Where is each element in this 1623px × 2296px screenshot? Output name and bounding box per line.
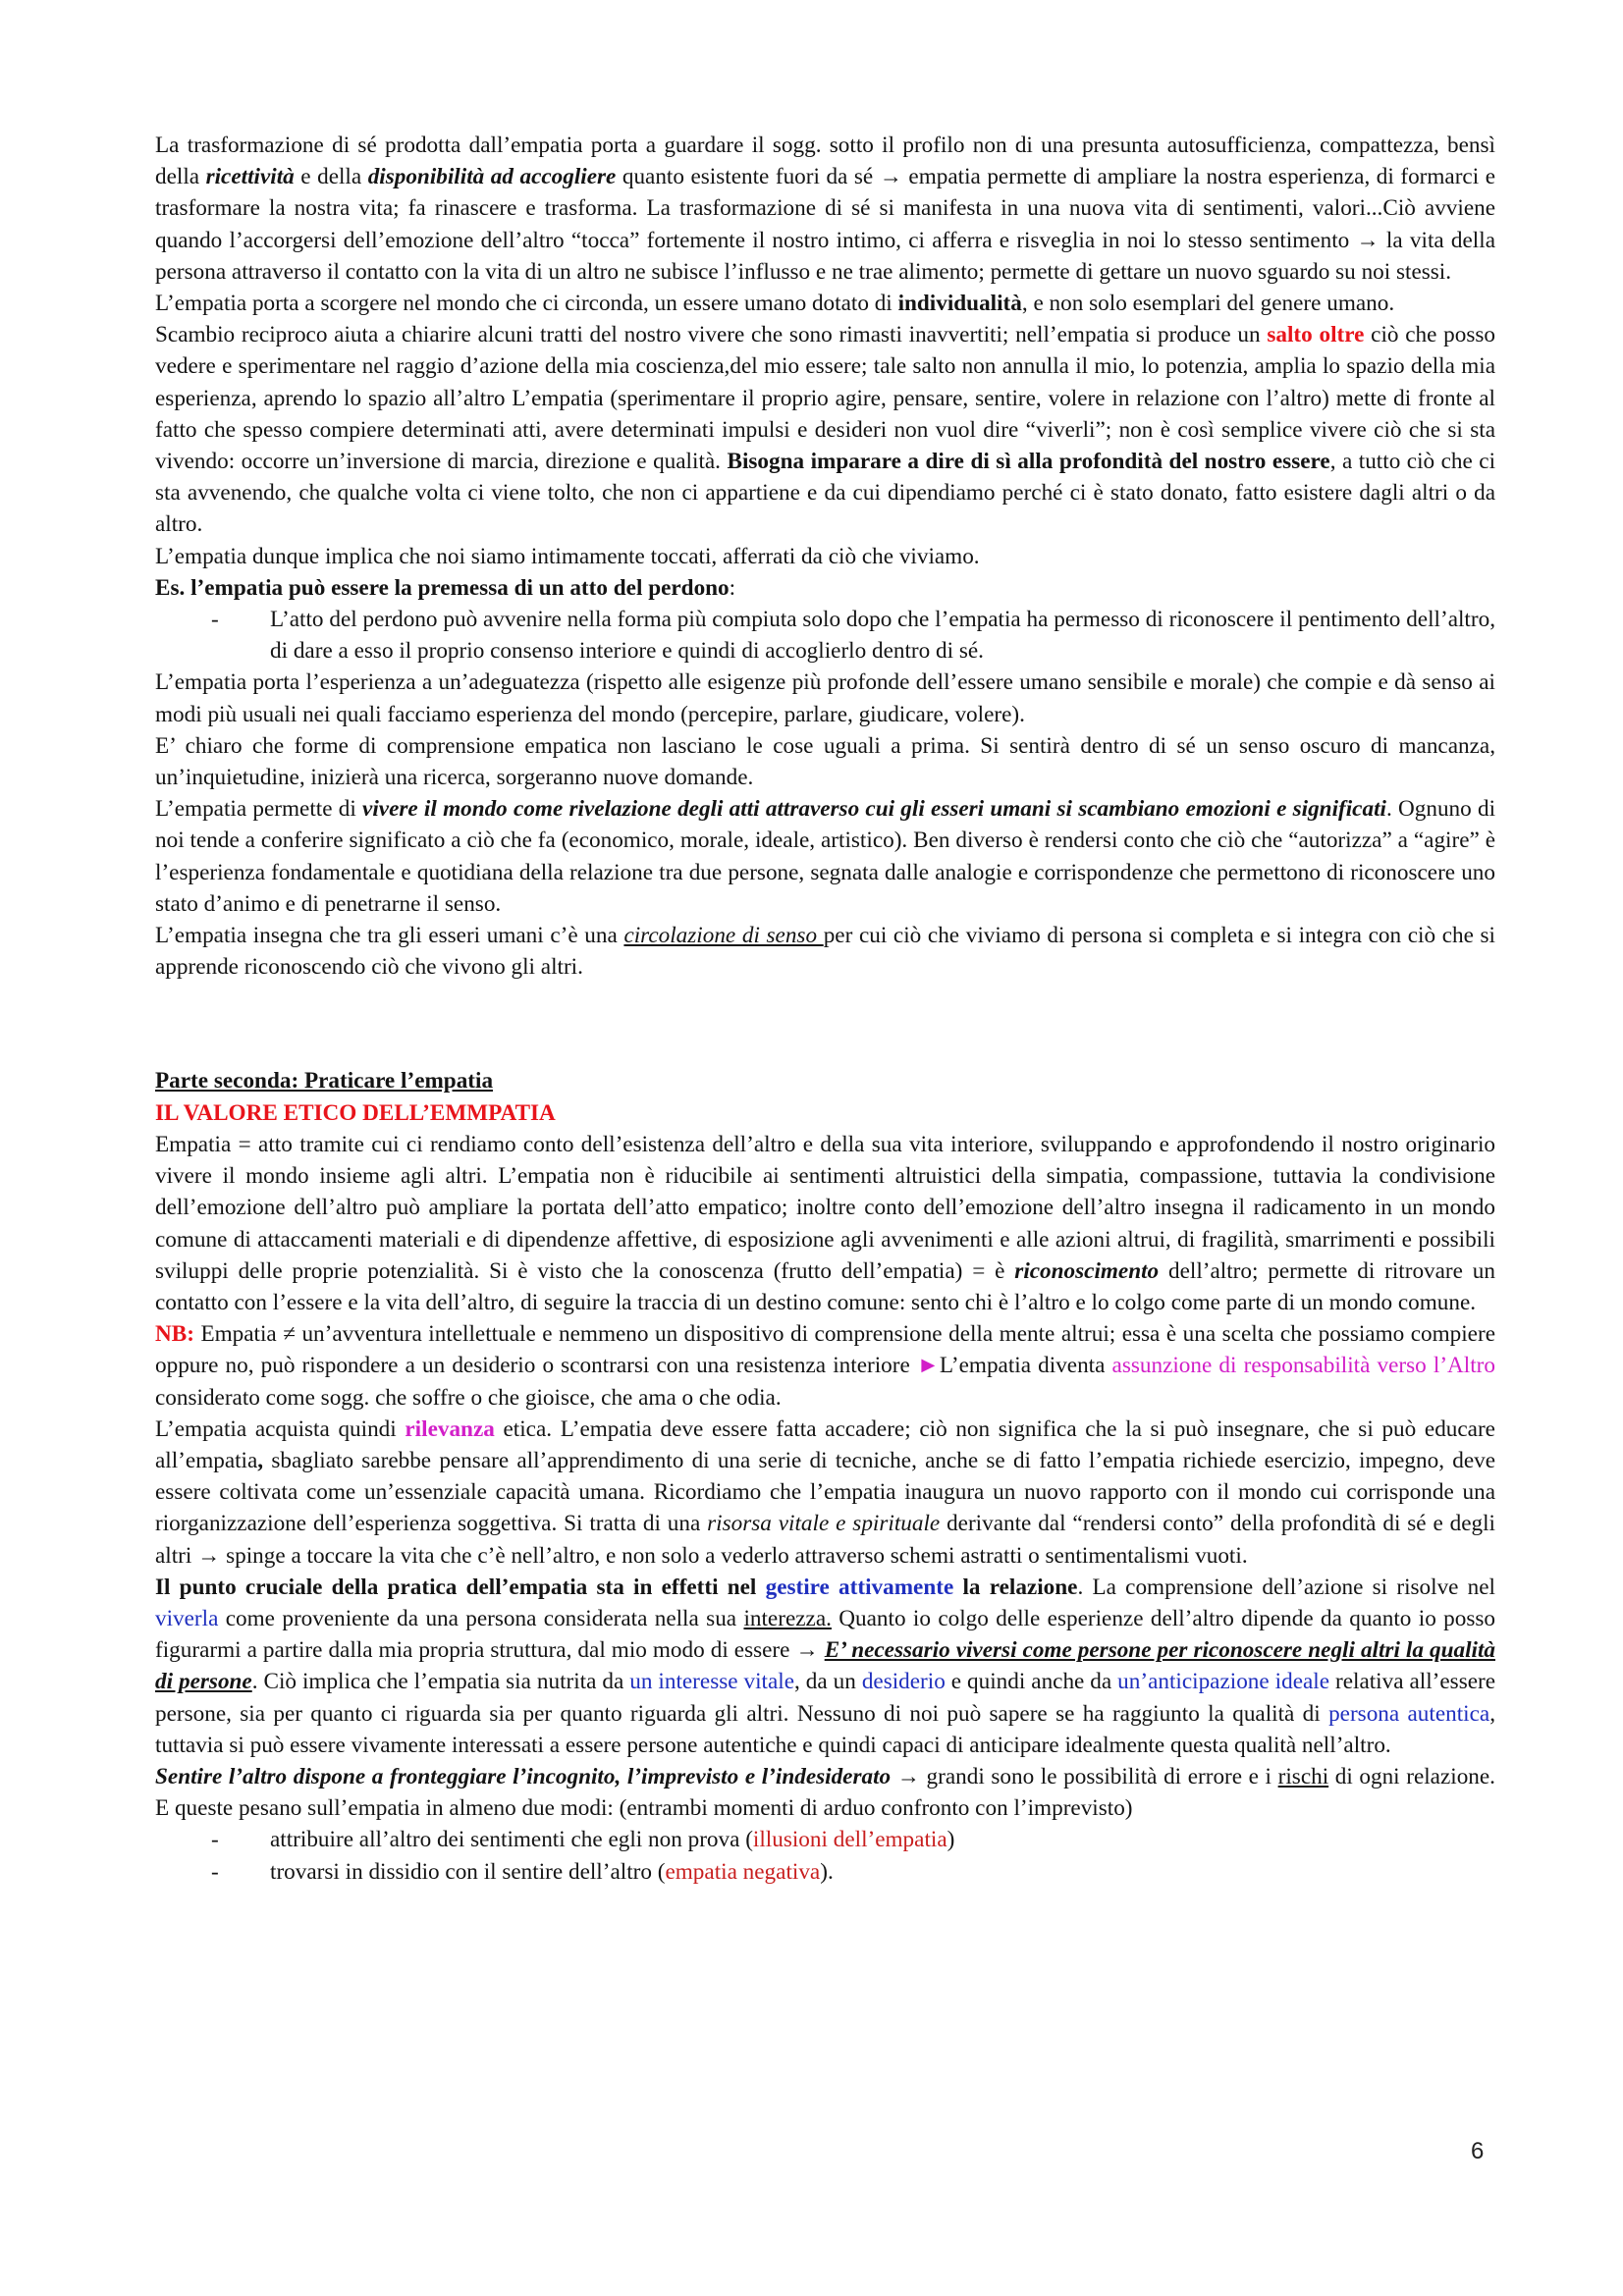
highlight-magenta: assunzione di responsabilità verso l’Altro (1111, 1353, 1495, 1379)
highlight-magenta: rilevanza (405, 1415, 495, 1442)
emphasis: Es. l’empatia può essere la premessa di un atto del perdono (155, 574, 730, 601)
list-dash: - (211, 1858, 219, 1885)
paragraph: L’empatia insegna che tra gli esseri umani c’è una circolazione di senso per cui ciò che viviamo di persona si completa e si integra con ciò che si apprende riconoscendo ciò che vivono gli altri. (155, 923, 1495, 981)
highlight-red: empatia negativa (665, 1858, 821, 1885)
paragraph: La trasformazione di sé prodotta dall’empatia porta a guardare il sogg. sotto il profilo non di una presunta autosufficienza, compattezza, bensì della ricettività e della disponibilità ad accogliere quanto esistente fuori da sé → empatia permette di ampliare la nostra esperienza, di formarci e trasformare la nostra vita; fa rinascere e trasforma. La trasformazione di sé si manifesta in una nuova vita di sentimenti, valori...Ciò avviene quando l’accorgersi dell’emozione dell’altro “tocca” fortemente il nostro intimo, ci afferra e risveglia in noi lo stesso sentimento → la vita della persona attraverso il contatto con la vita di un altro ne subisce l’influsso e ne trae alimento; permette di gettare un nuovo sguardo su noi stessi. (155, 133, 1495, 285)
highlight-blue: un interesse vitale (629, 1669, 795, 1695)
underlined-term: interezza. (743, 1605, 832, 1631)
paragraph: Empatia = atto tramite cui ci rendiamo conto dell’esistenza dell’altro e della sua vita interiore, sviluppando e approfondendo il nostro originario vivere il mondo insieme agli altri. L’empatia non è riducibile ai sentimenti altruistici della simpatia, compassione, tuttavia la condivisione dell’emozione dell’altro può ampliare la portata dell’atto empatico; inoltre conto dell’emozione dell’altro insegna il radicamento in un mondo comune di attaccamenti materiali e di dipendenze affettive, di esposizione agli avvenimenti e alle azioni altrui, di fragilità, smarrimenti e possibili sviluppi delle proprie potenzialità. Si è visto che la conoscenza (frutto dell’empatia) = è riconoscimento dell’altro; permette di ritrovare un contatto con l’essere e la vita dell’altro, di seguire la traccia di un destino comune: sento chi è l’altro e lo colgo come parte di un mondo comune. (155, 1131, 1495, 1315)
highlight-red: illusioni dell’empatia (752, 1827, 947, 1853)
page-text (155, 130, 1495, 1888)
triangle-arrow-icon: ► (916, 1353, 940, 1379)
highlight-blue: un’anticipazione ideale (1117, 1669, 1330, 1695)
emphasis: individualità (897, 291, 1022, 317)
underlined-emphasis: E’ necessario viversi come persone per riconoscere negli altri la qualità di persone (155, 1637, 1495, 1695)
nb-label: NB: (155, 1321, 194, 1348)
list-item-text: trovarsi in dissidio con il sentire dell’altro (empatia negativa). (270, 1858, 834, 1885)
paragraph: L’empatia permette di vivere il mondo come rivelazione degli atti attraverso cui gli esseri umani si scambiano emozioni e significati. Ognuno di noi tende a conferire significato a ciò che fa (economico, morale, ideale, artistico). Ben diverso è rendersi conto che ciò che “autorizza” a “agire” è l’esperienza fondamentale e quotidiana della relazione tra due persone, segnata dalle analogie e corrispondenze che permettono di riconoscere uno stato d’animo e di penetrarne il senso. (155, 796, 1496, 917)
list-item-text: attribuire all’altro dei sentimenti che egli non prova (illusioni dell’empatia) (270, 1827, 955, 1853)
paragraph: E’ chiaro che forme di comprensione empatica non lasciano le cose uguali a prima. Si sentirà dentro di sé un senso oscuro di mancanza, un’inquietudine, inizierà una ricerca, sorgeranno nuove domande. (155, 732, 1495, 791)
emphasis: disponibilità ad accogliere (367, 164, 617, 190)
list-item (155, 1824, 1495, 1855)
paragraph: L’empatia porta a scorgere nel mondo che ci circonda, un essere umano dotato di individualità, e non solo esemplari del genere umano. (155, 291, 1395, 317)
emphasis: Bisogna imparare a dire di sì alla profondità del nostro essere (727, 449, 1330, 475)
paragraph: L’empatia acquista quindi rilevanza etica. L’empatia deve essere fatta accadere; ciò non significa che la si può insegnare, che si può educare all’empatia, sbagliato sarebbe pensare all’apprendimento di una serie di tecniche, anche se di fatto l’empatia richiede esercizio, impegno, deve essere coltivata come un’essenziale capacità umana. Ricordiamo che l’empatia inaugura un nuovo rapporto con il mondo cui corrisponde una riorganizzazione dell’esperienza soggettiva. Si tratta di una risorsa vitale e spirituale derivante dal “rendersi conto” della profondità di sé e degli altri → spinge a toccare la vita che c’è nell’altro, e non solo a vederlo attraverso schemi astratti o sentimentalismi vuoti. (155, 1415, 1495, 1569)
list-item-text: L’atto del perdono può avvenire nella forma più compiuta solo dopo che l’empatia ha permesso di riconoscere il pentimento dell’altro, di dare a esso il proprio consenso interiore e quindi di accoglierlo dentro di sé. (270, 607, 1495, 665)
paragraph: NB: Empatia ≠ un’avventura intellettuale e nemmeno un dispositivo di comprensione della mente altrui; essa è una scelta che possiamo compiere oppure no, può rispondere a un desiderio o scontrarsi con una resistenza interiore ►L’empatia diventa assunzione di responsabilità verso l’Altro considerato come sogg. che soffre o che gioisce, che ama o che odia. (155, 1321, 1495, 1411)
underlined-term: rischi (1277, 1763, 1329, 1789)
emphasis: Il punto cruciale della pratica dell’empatia sta in effetti nel (155, 1574, 766, 1600)
highlight-red: salto oltre (1267, 322, 1365, 348)
paragraph: L’empatia porta l’esperienza a un’adeguatezza (rispetto alle esigenze più profonde dell’essere umano sensibile e morale) che compie e dà senso ai modi più usuali nei quali facciamo esperienza del mondo (percepire, parlare, giudicare, volere). (155, 669, 1495, 727)
highlight-blue: persona autentica (1328, 1700, 1490, 1727)
section-heading: Parte seconda: Praticare l’empatia (155, 1068, 494, 1095)
paragraph: L’empatia dunque implica che noi siamo intimamente toccati, afferrati da ciò che viviamo. (155, 543, 980, 569)
emphasis: ricettività (205, 164, 295, 190)
paragraph: Il punto cruciale della pratica dell’empatia sta in effetti nel gestire attivamente la relazione. La comprensione dell’azione si risolve nel viverla come proveniente da una persona considerata nella sua interezza. Quanto io colgo delle esperienze dell’altro dipende da quanto io posso figurarmi a partire dalla mia propria struttura, dal mio modo di essere → E’ necessario viversi come persone per riconoscere negli altri la qualità di persone. Ciò implica che l’empatia sia nutrita da un interesse vitale, da un desiderio e quindi anche da un’anticipazione ideale relativa all’essere persone, sia per quanto ci riguarda sia per quanto riguarda gli altri. Nessuno di noi può sapere se ha raggiunto la qualità di persona autentica, tuttavia si può essere vivamente interessati a essere persone autentiche e quindi capaci di anticipare idealmente questa qualità nell’altro. (155, 1574, 1496, 1758)
highlight-blue: gestire attivamente (765, 1574, 954, 1600)
highlight-blue: desiderio (861, 1669, 946, 1695)
italic-term: risorsa vitale e spirituale (707, 1511, 941, 1537)
list-item (155, 1856, 1495, 1888)
list-dash: - (211, 1827, 219, 1853)
list-item (155, 604, 1495, 667)
emphasis: Sentire l’altro dispone a fronteggiare l’incognito, l’imprevisto e l’indesiderato (155, 1763, 892, 1789)
paragraph: Es. l’empatia può essere la premessa di un atto del perdono: (155, 574, 736, 601)
emphasis: vivere il mondo come rivelazione degli atti attraverso cui gli esseri umani si scambiano emozioni e significati (362, 796, 1386, 823)
underlined-term: circolazione di senso (623, 923, 824, 949)
list-dash: - (211, 607, 219, 633)
emphasis: riconoscimento (1014, 1257, 1160, 1284)
paragraph: Sentire l’altro dispone a fronteggiare l’incognito, l’imprevisto e l’indesiderato → grandi sono le possibilità di errore e i rischi di ogni relazione. E queste pesano sull’empatia in almeno due modi: (entrambi momenti di arduo confronto con l’imprevisto) (155, 1763, 1495, 1822)
emphasis: la relazione (953, 1574, 1078, 1600)
paragraph: Scambio reciproco aiuta a chiarire alcuni tratti del nostro vivere che sono rimasti inavvertiti; nell’empatia si produce un salto oltre ciò che posso vedere e sperimentare nel raggio d’azione della mia coscienza,del mio essere; tale salto non annulla il mio, lo potenzia, amplia lo spazio della mia esperienza, aprendo lo spazio all’altro L’empatia (sperimentare il proprio agire, pensare, sentire, volere in relazione con l’altro) mette di fronte al fatto che spesso compiere determinati atti, avere determinati impulsi e desideri non vuol dire “viverli”; non è così semplice vivere ciò che si sta vivendo: occorre un’inversione di marcia, direzione e qualità. Bisogna imparare a dire di sì alla profondità del nostro essere, a tutto ciò che ci sta avvenendo, che qualche volta ci viene tolto, che non ci appartiene e da cui dipendiamo perché ci è stato donato, fatto esistere dagli altri o da altro. (155, 322, 1496, 538)
highlight-blue: viverla (155, 1605, 219, 1631)
section-title: IL VALORE ETICO DELL’EMMPATIA (155, 1099, 556, 1126)
page-number: 6 (1471, 2138, 1485, 2164)
